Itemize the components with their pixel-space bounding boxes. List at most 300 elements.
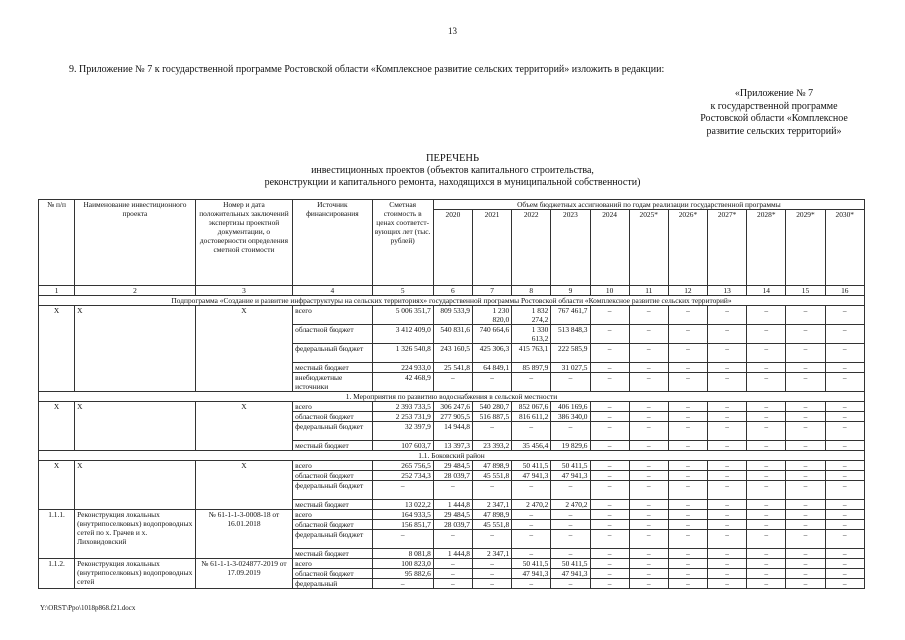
year-allocation: – bbox=[629, 373, 668, 392]
year-allocation: – bbox=[747, 325, 786, 344]
year-allocation: – bbox=[786, 530, 825, 549]
year-allocation: – bbox=[590, 481, 629, 500]
year-allocation: 425 306,3 bbox=[472, 344, 511, 363]
year-allocation: – bbox=[708, 441, 747, 451]
year-allocation: – bbox=[512, 579, 551, 589]
year-allocation: – bbox=[590, 549, 629, 559]
year-allocation: – bbox=[825, 500, 864, 510]
year-allocation: 1 230 820,0 bbox=[472, 306, 511, 325]
year-allocation: – bbox=[708, 422, 747, 441]
funding-source: всего bbox=[293, 461, 372, 471]
project-name: Х bbox=[75, 461, 196, 510]
year-allocation: – bbox=[668, 481, 707, 500]
year-allocation: – bbox=[825, 363, 864, 373]
year-allocation: – bbox=[786, 306, 825, 325]
funding-source: федеральный бюджет bbox=[293, 481, 372, 500]
project-number: Х bbox=[39, 306, 75, 392]
year-allocation: 406 169,6 bbox=[551, 402, 590, 412]
year-allocation: – bbox=[747, 471, 786, 481]
year-allocation: – bbox=[590, 520, 629, 530]
year-allocation: 28 039,7 bbox=[433, 520, 472, 530]
year-allocation: – bbox=[747, 373, 786, 392]
header-name: Наименование инвестиционного проекта bbox=[75, 200, 196, 286]
file-path-footer: Y:\ORST\Ppo\1018p868.f21.docx bbox=[40, 604, 136, 612]
year-allocation: – bbox=[629, 441, 668, 451]
year-allocation: 1 330 613,2 bbox=[512, 325, 551, 344]
year-allocation: – bbox=[433, 569, 472, 579]
header-volume: Объем бюджетных ассигнований по годам реализации государственной программы bbox=[433, 200, 864, 210]
year-allocation: 85 897,9 bbox=[512, 363, 551, 373]
funding-source: местный бюджет bbox=[293, 363, 372, 373]
expertise-reference: Х bbox=[195, 306, 292, 392]
estimated-cost: 1 326 540,8 bbox=[372, 344, 433, 363]
year-allocation: – bbox=[629, 559, 668, 569]
year-allocation: 47 941,3 bbox=[512, 569, 551, 579]
year-allocation: – bbox=[708, 559, 747, 569]
year-allocation: – bbox=[590, 510, 629, 520]
year-allocation: 50 411,5 bbox=[551, 461, 590, 471]
year-allocation: – bbox=[747, 549, 786, 559]
year-allocation: – bbox=[708, 510, 747, 520]
year-allocation: – bbox=[512, 373, 551, 392]
funding-source: местный бюджет bbox=[293, 441, 372, 451]
year-allocation: – bbox=[668, 461, 707, 471]
year-allocation: – bbox=[590, 344, 629, 363]
year-allocation: – bbox=[668, 441, 707, 451]
year-allocation: – bbox=[551, 373, 590, 392]
funding-source: федеральный бюджет bbox=[293, 422, 372, 441]
year-allocation: – bbox=[747, 306, 786, 325]
year-allocation: – bbox=[629, 530, 668, 549]
year-allocation: 740 664,6 bbox=[472, 325, 511, 344]
year-allocation: – bbox=[786, 344, 825, 363]
year-allocation: 540 831,6 bbox=[433, 325, 472, 344]
year-allocation: – bbox=[786, 461, 825, 471]
year-allocation: – bbox=[590, 412, 629, 422]
year-allocation: – bbox=[512, 520, 551, 530]
estimated-cost: 13 022,2 bbox=[372, 500, 433, 510]
year-allocation: – bbox=[668, 530, 707, 549]
column-number: 10 bbox=[590, 286, 629, 296]
year-allocation: – bbox=[825, 471, 864, 481]
year-allocation: – bbox=[668, 363, 707, 373]
year-allocation: – bbox=[825, 306, 864, 325]
year-allocation: – bbox=[786, 559, 825, 569]
year-allocation: 852 067,6 bbox=[512, 402, 551, 412]
year-allocation: – bbox=[747, 422, 786, 441]
project-number: 1.1.2. bbox=[39, 559, 75, 589]
column-number: 2 bbox=[75, 286, 196, 296]
column-number: 8 bbox=[512, 286, 551, 296]
year-allocation: – bbox=[590, 569, 629, 579]
header-year: 2030* bbox=[825, 210, 864, 286]
year-allocation: – bbox=[472, 569, 511, 579]
subprogram-title: Подпрограмма «Создание и развитие инфраструктуры на сельских территориях» государственной программы Ростовской области «Комплексное развитие сельских территорий» bbox=[39, 296, 865, 306]
funding-source: областной бюджет bbox=[293, 520, 372, 530]
year-allocation: – bbox=[512, 510, 551, 520]
funding-source: всего bbox=[293, 306, 372, 325]
year-allocation: – bbox=[825, 481, 864, 500]
year-allocation: – bbox=[629, 579, 668, 589]
column-number: 4 bbox=[293, 286, 372, 296]
funding-source: всего bbox=[293, 402, 372, 412]
funding-source: всего bbox=[293, 559, 372, 569]
year-allocation: – bbox=[668, 471, 707, 481]
year-allocation: 516 887,5 bbox=[472, 412, 511, 422]
year-allocation: – bbox=[747, 500, 786, 510]
header-year: 2024 bbox=[590, 210, 629, 286]
column-number: 16 bbox=[825, 286, 864, 296]
column-number: 7 bbox=[472, 286, 511, 296]
year-allocation: 415 763,1 bbox=[512, 344, 551, 363]
estimated-cost: 164 933,5 bbox=[372, 510, 433, 520]
annex-line: развитие сельских территорий» bbox=[706, 125, 842, 137]
intro-paragraph: 9. Приложение № 7 к государственной программе Ростовской области «Комплексное развитие сельских территорий» изложить в редакции: bbox=[69, 64, 665, 75]
estimated-cost: – bbox=[372, 481, 433, 500]
estimated-cost: 224 933,0 bbox=[372, 363, 433, 373]
year-allocation: – bbox=[629, 520, 668, 530]
year-allocation: 50 411,5 bbox=[512, 461, 551, 471]
year-allocation: 14 944,8 bbox=[433, 422, 472, 441]
annex-line: к государственной программе bbox=[710, 100, 838, 112]
year-allocation: – bbox=[708, 520, 747, 530]
year-allocation: – bbox=[708, 500, 747, 510]
year-allocation: 31 027,5 bbox=[551, 363, 590, 373]
year-allocation: – bbox=[786, 579, 825, 589]
year-allocation: – bbox=[629, 344, 668, 363]
year-allocation: – bbox=[590, 471, 629, 481]
expertise-reference: № 61-1-1-3-0008-18 от 16.01.2018 bbox=[195, 510, 292, 559]
header-year: 2020 bbox=[433, 210, 472, 286]
header-cost: Сметная стоимость в ценах соответст-вующих лет (тыс. рублей) bbox=[372, 200, 433, 286]
year-allocation: – bbox=[629, 549, 668, 559]
district-title: 1.1. Боковский район bbox=[39, 451, 865, 461]
year-allocation: 306 247,6 bbox=[433, 402, 472, 412]
estimated-cost: 2 253 731,9 bbox=[372, 412, 433, 422]
year-allocation: – bbox=[668, 579, 707, 589]
year-allocation: 277 905,5 bbox=[433, 412, 472, 422]
year-allocation: – bbox=[786, 402, 825, 412]
column-number: 5 bbox=[372, 286, 433, 296]
year-allocation: 23 393,2 bbox=[472, 441, 511, 451]
year-allocation: – bbox=[551, 530, 590, 549]
estimated-cost: 107 603,7 bbox=[372, 441, 433, 451]
page-number: 13 bbox=[448, 26, 457, 36]
year-allocation: – bbox=[590, 461, 629, 471]
year-allocation: – bbox=[629, 481, 668, 500]
year-allocation: – bbox=[668, 306, 707, 325]
year-allocation: 50 411,5 bbox=[512, 559, 551, 569]
year-allocation: – bbox=[668, 520, 707, 530]
estimated-cost: – bbox=[372, 530, 433, 549]
year-allocation: – bbox=[786, 500, 825, 510]
year-allocation: – bbox=[629, 500, 668, 510]
year-allocation: – bbox=[629, 510, 668, 520]
year-allocation: – bbox=[786, 363, 825, 373]
year-allocation: – bbox=[668, 402, 707, 412]
year-allocation: – bbox=[629, 422, 668, 441]
year-allocation: 1 444,8 bbox=[433, 549, 472, 559]
project-number: Х bbox=[39, 461, 75, 510]
funding-source: местный бюджет bbox=[293, 549, 372, 559]
year-allocation: – bbox=[786, 373, 825, 392]
year-allocation: 47 941,3 bbox=[512, 471, 551, 481]
year-allocation: – bbox=[668, 373, 707, 392]
year-allocation: – bbox=[786, 325, 825, 344]
header-year: 2027* bbox=[708, 210, 747, 286]
year-allocation: – bbox=[433, 530, 472, 549]
year-allocation: – bbox=[786, 471, 825, 481]
estimated-cost: 100 823,0 bbox=[372, 559, 433, 569]
year-allocation: – bbox=[551, 422, 590, 441]
table-row bbox=[39, 510, 865, 520]
header-year: 2029* bbox=[786, 210, 825, 286]
year-allocation: – bbox=[668, 559, 707, 569]
year-allocation: – bbox=[825, 510, 864, 520]
year-allocation: – bbox=[747, 344, 786, 363]
year-allocation: – bbox=[708, 373, 747, 392]
year-allocation: – bbox=[512, 481, 551, 500]
year-allocation: – bbox=[590, 579, 629, 589]
measure-title: 1. Мероприятия по развитию водоснабжения в сельской местности bbox=[39, 392, 865, 402]
column-number: 6 bbox=[433, 286, 472, 296]
year-allocation: 513 848,3 bbox=[551, 325, 590, 344]
year-allocation: – bbox=[472, 373, 511, 392]
year-allocation: – bbox=[747, 559, 786, 569]
year-allocation: – bbox=[590, 500, 629, 510]
year-allocation: – bbox=[825, 402, 864, 412]
year-allocation: – bbox=[433, 481, 472, 500]
year-allocation: – bbox=[786, 549, 825, 559]
project-name: Х bbox=[75, 402, 196, 451]
expertise-reference: Х bbox=[195, 402, 292, 451]
year-allocation: – bbox=[433, 579, 472, 589]
column-number: 9 bbox=[551, 286, 590, 296]
column-number: 1 bbox=[39, 286, 75, 296]
year-allocation: 2 470,2 bbox=[551, 500, 590, 510]
project-number: 1.1.1. bbox=[39, 510, 75, 559]
funding-source: всего bbox=[293, 510, 372, 520]
year-allocation: – bbox=[668, 510, 707, 520]
year-allocation: – bbox=[825, 325, 864, 344]
year-allocation: – bbox=[708, 481, 747, 500]
year-allocation: – bbox=[747, 530, 786, 549]
estimated-cost: 32 397,9 bbox=[372, 422, 433, 441]
year-allocation: – bbox=[708, 569, 747, 579]
year-allocation: 809 533,9 bbox=[433, 306, 472, 325]
year-allocation: – bbox=[472, 422, 511, 441]
year-allocation: – bbox=[825, 441, 864, 451]
year-allocation: – bbox=[551, 549, 590, 559]
year-allocation: – bbox=[747, 441, 786, 451]
year-allocation: – bbox=[590, 402, 629, 412]
year-allocation: – bbox=[825, 412, 864, 422]
year-allocation: – bbox=[708, 363, 747, 373]
column-number: 14 bbox=[747, 286, 786, 296]
year-allocation: 25 541,8 bbox=[433, 363, 472, 373]
year-allocation: 29 484,5 bbox=[433, 461, 472, 471]
year-allocation: – bbox=[747, 569, 786, 579]
year-allocation: 64 849,1 bbox=[472, 363, 511, 373]
table-row bbox=[39, 306, 865, 325]
table-row bbox=[39, 402, 865, 412]
year-allocation: – bbox=[747, 402, 786, 412]
year-allocation: – bbox=[825, 559, 864, 569]
year-allocation: – bbox=[668, 422, 707, 441]
year-allocation: 1 832 274,2 bbox=[512, 306, 551, 325]
funding-source: областной бюджет bbox=[293, 412, 372, 422]
year-allocation: – bbox=[551, 520, 590, 530]
column-number: 15 bbox=[786, 286, 825, 296]
year-allocation: – bbox=[590, 422, 629, 441]
year-allocation: 1 444,8 bbox=[433, 500, 472, 510]
year-allocation: – bbox=[786, 520, 825, 530]
year-allocation: – bbox=[629, 402, 668, 412]
title-line: ПЕРЕЧЕНЬ bbox=[425, 153, 480, 164]
year-allocation: – bbox=[551, 481, 590, 500]
header-num: № п/п bbox=[39, 200, 75, 286]
year-allocation: – bbox=[668, 325, 707, 344]
column-number: 13 bbox=[708, 286, 747, 296]
year-allocation: – bbox=[472, 559, 511, 569]
year-allocation: – bbox=[629, 325, 668, 344]
year-allocation: – bbox=[708, 325, 747, 344]
year-allocation: – bbox=[747, 363, 786, 373]
header-source: Источник финансирования bbox=[293, 200, 372, 286]
annex-line: Ростовской области «Комплексное bbox=[700, 113, 848, 124]
year-allocation: – bbox=[629, 363, 668, 373]
year-allocation: – bbox=[551, 579, 590, 589]
header-year: 2025* bbox=[629, 210, 668, 286]
annex-line: «Приложение № 7 bbox=[734, 88, 814, 99]
year-allocation: 222 585,9 bbox=[551, 344, 590, 363]
year-allocation: – bbox=[708, 471, 747, 481]
year-allocation: – bbox=[825, 461, 864, 471]
year-allocation: 2 347,1 bbox=[472, 549, 511, 559]
table-row bbox=[39, 461, 865, 471]
year-allocation: – bbox=[786, 441, 825, 451]
header-year: 2022 bbox=[512, 210, 551, 286]
year-allocation: – bbox=[551, 510, 590, 520]
estimated-cost: 8 081,8 bbox=[372, 549, 433, 559]
year-allocation: 243 160,5 bbox=[433, 344, 472, 363]
table-row bbox=[39, 559, 865, 569]
funding-source: внебюджетные источники bbox=[293, 373, 372, 392]
column-number: 12 bbox=[668, 286, 707, 296]
year-allocation: – bbox=[629, 306, 668, 325]
annex-heading bbox=[690, 88, 858, 138]
estimated-cost: 5 006 351,7 bbox=[372, 306, 433, 325]
year-allocation: – bbox=[708, 402, 747, 412]
column-number: 3 bbox=[195, 286, 292, 296]
year-allocation: – bbox=[512, 422, 551, 441]
estimated-cost: 156 851,7 bbox=[372, 520, 433, 530]
estimated-cost: 2 393 733,5 bbox=[372, 402, 433, 412]
year-allocation: – bbox=[786, 510, 825, 520]
year-allocation: – bbox=[747, 481, 786, 500]
header-year: 2028* bbox=[747, 210, 786, 286]
year-allocation: – bbox=[668, 412, 707, 422]
year-allocation: – bbox=[590, 441, 629, 451]
year-allocation: – bbox=[708, 579, 747, 589]
header-expertise: Номер и дата положительных заключений экспертизы проектной документации, о достоверности определения сметной стоимости bbox=[195, 200, 292, 286]
estimated-cost: 265 756,5 bbox=[372, 461, 433, 471]
year-allocation: – bbox=[825, 373, 864, 392]
year-allocation: 816 611,2 bbox=[512, 412, 551, 422]
title-line: реконструкции и капитального ремонта, находящихся в муниципальной собственности) bbox=[264, 177, 641, 188]
year-allocation: – bbox=[825, 422, 864, 441]
year-allocation: 45 551,8 bbox=[472, 471, 511, 481]
year-allocation: 47 898,9 bbox=[472, 461, 511, 471]
year-allocation: – bbox=[747, 412, 786, 422]
year-allocation: – bbox=[708, 530, 747, 549]
year-allocation: – bbox=[708, 412, 747, 422]
year-allocation: – bbox=[629, 471, 668, 481]
year-allocation: – bbox=[786, 412, 825, 422]
column-number: 11 bbox=[629, 286, 668, 296]
year-allocation: – bbox=[747, 520, 786, 530]
year-allocation: – bbox=[786, 481, 825, 500]
year-allocation: – bbox=[590, 325, 629, 344]
year-allocation: – bbox=[590, 559, 629, 569]
year-allocation: – bbox=[708, 549, 747, 559]
year-allocation: – bbox=[472, 481, 511, 500]
year-allocation: – bbox=[590, 530, 629, 549]
year-allocation: – bbox=[825, 520, 864, 530]
year-allocation: 13 397,3 bbox=[433, 441, 472, 451]
funding-source: местный бюджет bbox=[293, 500, 372, 510]
year-allocation: 2 470,2 bbox=[512, 500, 551, 510]
year-allocation: – bbox=[825, 579, 864, 589]
year-allocation: 540 280,7 bbox=[472, 402, 511, 412]
year-allocation: – bbox=[708, 306, 747, 325]
year-allocation: – bbox=[629, 569, 668, 579]
funding-source: федеральный бюджет bbox=[293, 530, 372, 549]
year-allocation: – bbox=[590, 373, 629, 392]
header-year: 2023 bbox=[551, 210, 590, 286]
estimated-cost: 42 468,9 bbox=[372, 373, 433, 392]
year-allocation: – bbox=[433, 559, 472, 569]
funding-source: областной бюджет bbox=[293, 471, 372, 481]
year-allocation: 767 461,7 bbox=[551, 306, 590, 325]
year-allocation: – bbox=[747, 510, 786, 520]
year-allocation: 2 347,1 bbox=[472, 500, 511, 510]
year-allocation: – bbox=[825, 569, 864, 579]
year-allocation: – bbox=[629, 461, 668, 471]
year-allocation: 47 898,9 bbox=[472, 510, 511, 520]
year-allocation: – bbox=[708, 344, 747, 363]
funding-source: областной бюджет bbox=[293, 569, 372, 579]
expertise-reference: № 61-1-1-3-024877-2019 от 17.09.2019 bbox=[195, 559, 292, 589]
year-allocation: – bbox=[668, 569, 707, 579]
year-allocation: – bbox=[668, 344, 707, 363]
year-allocation: – bbox=[433, 373, 472, 392]
funding-source: областной бюджет bbox=[293, 325, 372, 344]
year-allocation: – bbox=[472, 530, 511, 549]
title-line: инвестиционных проектов (объектов капитального строительства, bbox=[311, 165, 594, 176]
project-name: Реконструкция локальных (внутрипоселковых) водопроводных сетей bbox=[75, 559, 196, 589]
funding-source: федеральный bbox=[293, 579, 372, 589]
year-allocation: – bbox=[747, 461, 786, 471]
year-allocation: 35 456,4 bbox=[512, 441, 551, 451]
project-number: Х bbox=[39, 402, 75, 451]
year-allocation: 19 829,6 bbox=[551, 441, 590, 451]
header-year: 2026* bbox=[668, 210, 707, 286]
year-allocation: – bbox=[825, 530, 864, 549]
year-allocation: – bbox=[512, 530, 551, 549]
year-allocation: 386 340,0 bbox=[551, 412, 590, 422]
year-allocation: 45 551,8 bbox=[472, 520, 511, 530]
